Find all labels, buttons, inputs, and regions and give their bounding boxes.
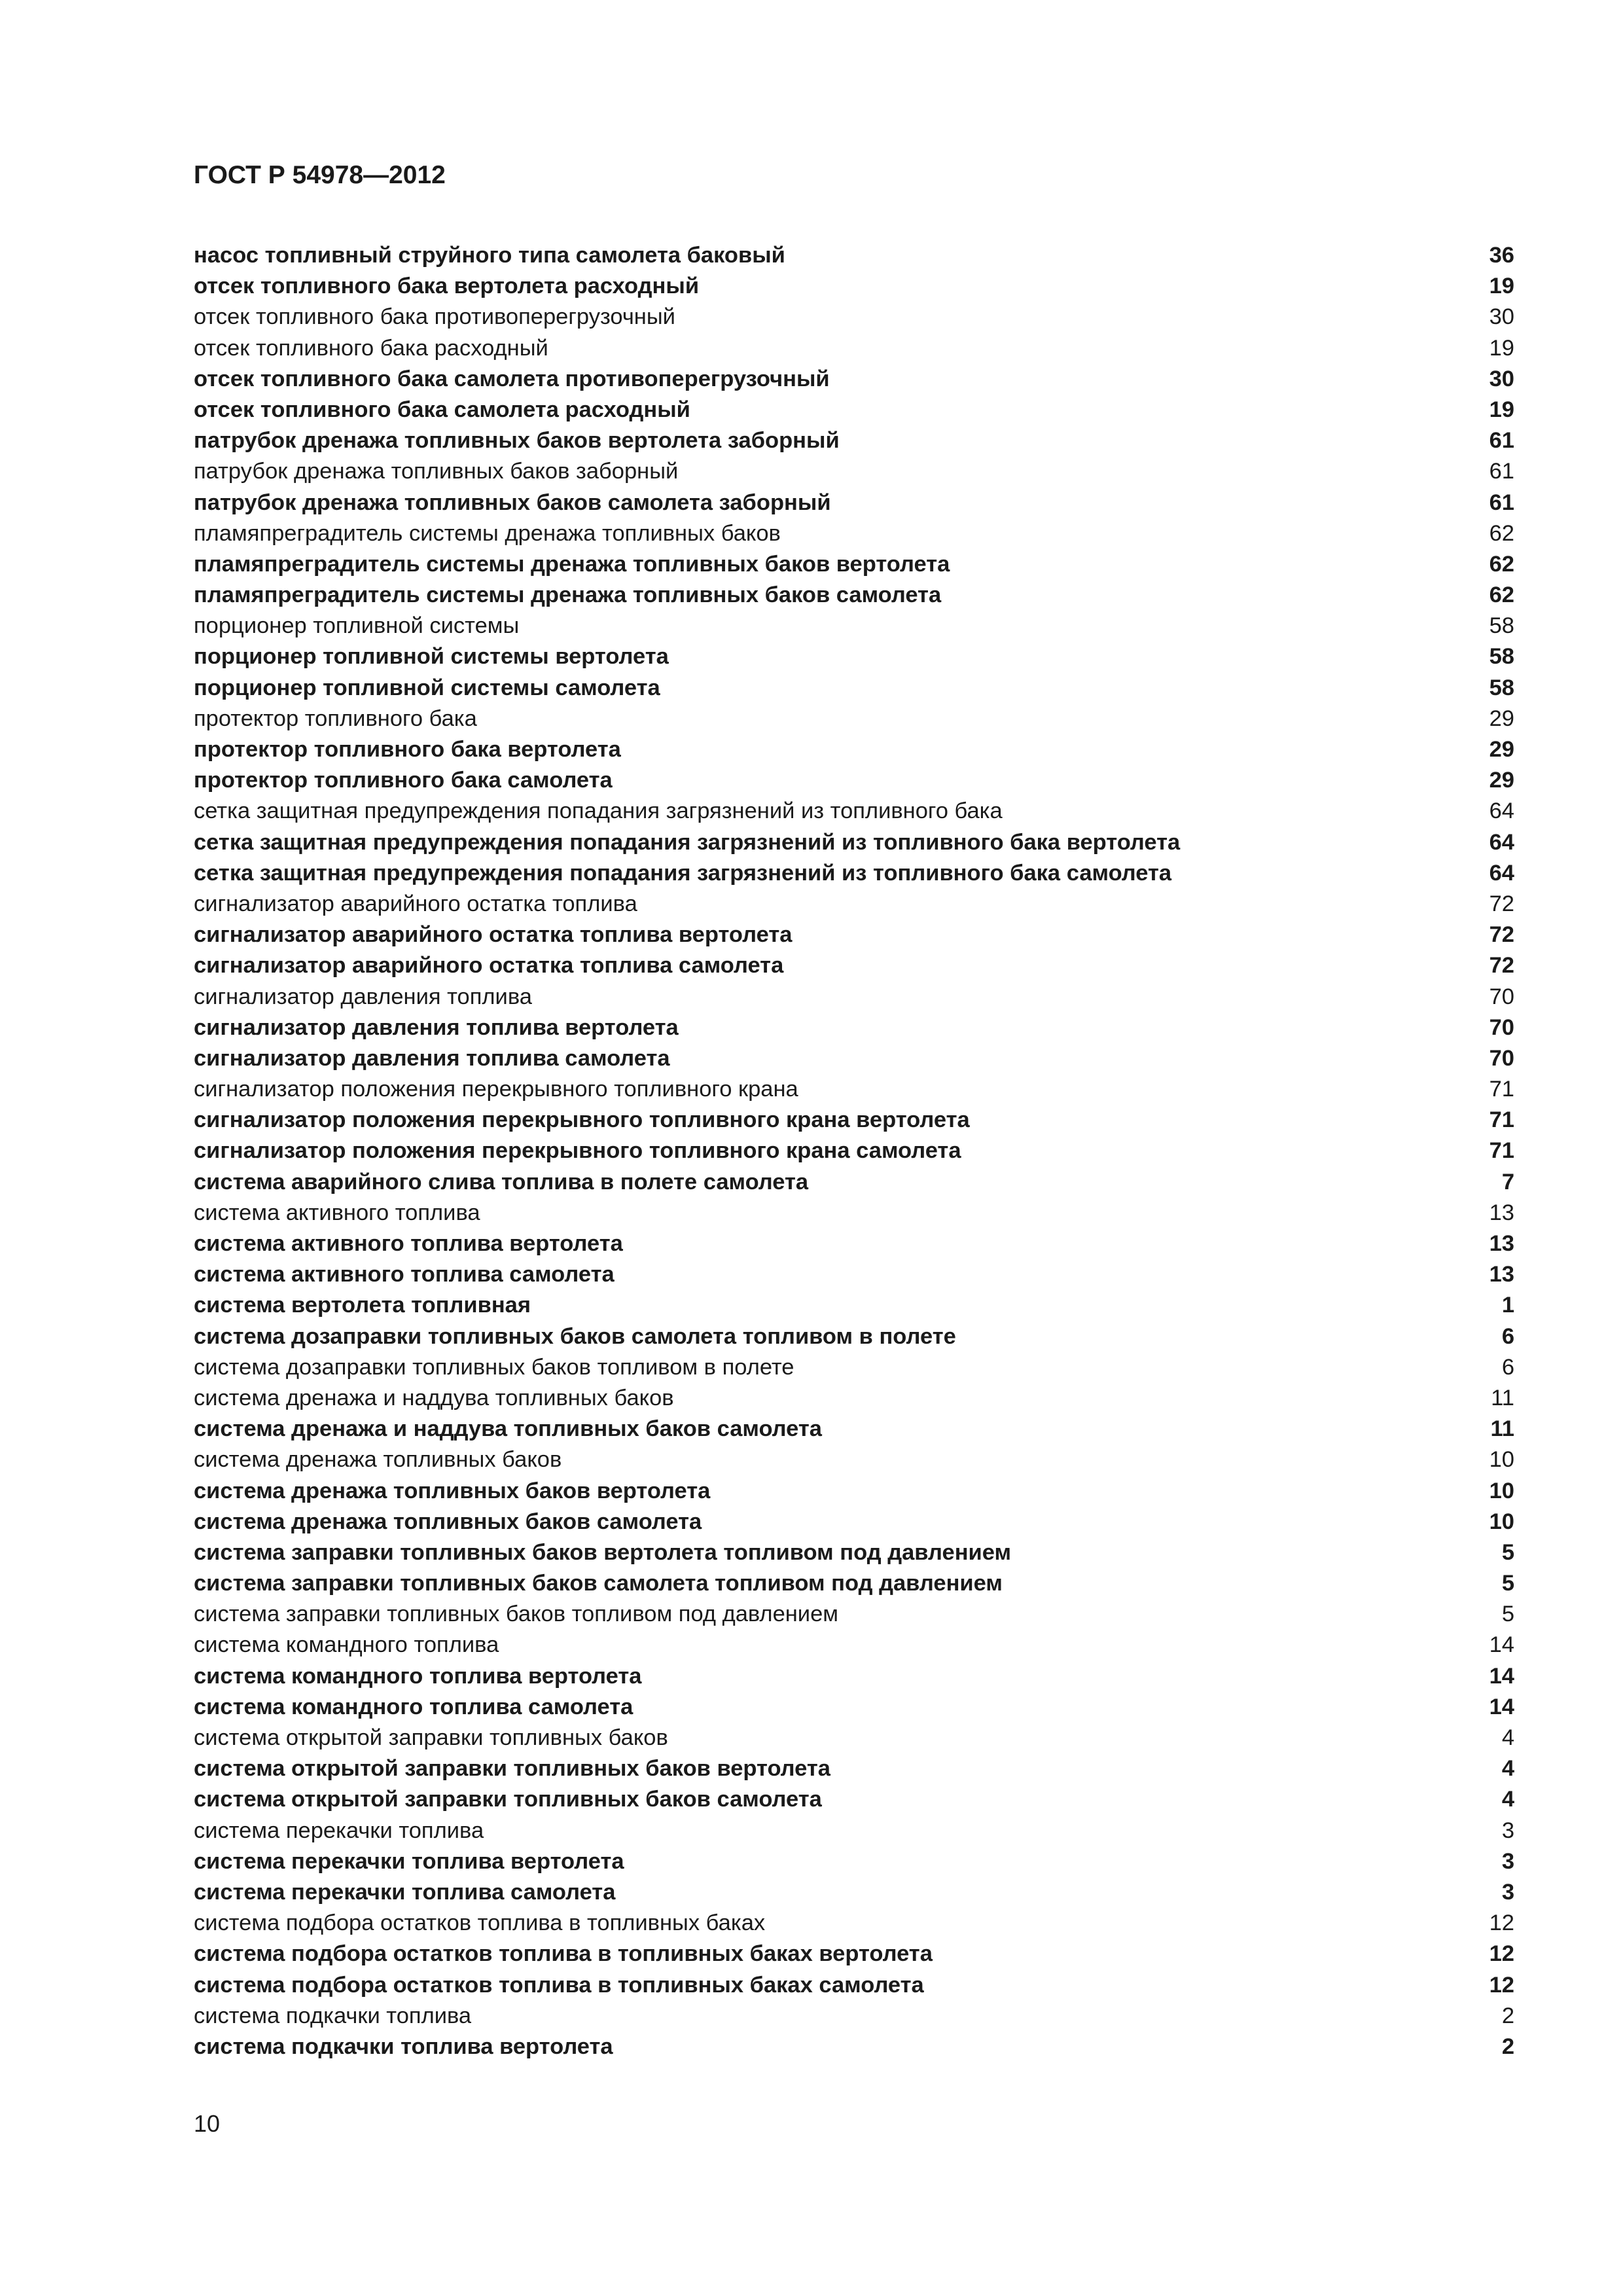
index-term: порционер топливной системы самолета — [194, 675, 660, 700]
index-page-ref: 1 — [1501, 1293, 1514, 1318]
index-page-ref: 2 — [1501, 2034, 1514, 2059]
index-term: система командного топлива — [194, 1632, 499, 1658]
index-entry — [194, 456, 1514, 487]
index-term: система перекачки топлива — [194, 1818, 484, 1843]
index-page-ref: 10 — [1489, 1447, 1514, 1473]
index-entry — [194, 1599, 1514, 1630]
index-entry — [194, 858, 1514, 889]
index-page-ref: 19 — [1489, 274, 1514, 299]
index-term: система вертолета топливная — [194, 1293, 531, 1318]
index-term: отсек топливного бака вертолета расходный — [194, 274, 700, 299]
index-entry — [194, 2001, 1514, 2032]
index-entry — [194, 704, 1514, 734]
index-page-ref: 7 — [1501, 1169, 1514, 1194]
index-entry — [194, 271, 1514, 302]
index-page-ref: 72 — [1489, 922, 1514, 948]
index-entry — [194, 1908, 1514, 1939]
index-page-ref: 61 — [1489, 459, 1514, 484]
index-term: система дренажа и наддува топливных баков — [194, 1385, 674, 1410]
index-page-ref: 6 — [1501, 1323, 1514, 1349]
index-term: система открытой заправки топливных баков вертолета — [194, 1756, 830, 1782]
index-page-ref: 6 — [1501, 1354, 1514, 1380]
index-page-ref: 29 — [1489, 737, 1514, 762]
index-entry — [194, 1939, 1514, 1969]
index-term: система командного топлива вертолета — [194, 1663, 642, 1689]
index-entry — [194, 364, 1514, 395]
index-entry — [194, 1476, 1514, 1507]
index-term: система подкачки топлива — [194, 2003, 472, 2028]
index-term: отсек топливного бака самолета противоперегрузочный — [194, 366, 830, 391]
index-term: система аварийного слива топлива в полете самолета — [194, 1169, 809, 1194]
index-page-ref: 13 — [1489, 1200, 1514, 1225]
index-page-ref: 11 — [1491, 1385, 1514, 1410]
index-page-ref: 30 — [1489, 366, 1514, 391]
index-page-ref: 62 — [1489, 551, 1514, 577]
index-page-ref: 5 — [1501, 1602, 1514, 1627]
index-term: система подбора остатков топлива в топливных баках вертолета — [194, 1941, 933, 1967]
index-page-ref: 5 — [1501, 1539, 1514, 1565]
index-entry — [194, 302, 1514, 332]
index-term: патрубок дренажа топливных баков вертолета заборный — [194, 428, 840, 454]
index-entry — [194, 982, 1514, 1013]
index-page-ref: 61 — [1489, 490, 1514, 515]
index-page-ref: 14 — [1489, 1632, 1514, 1658]
index-page-ref: 61 — [1489, 428, 1514, 454]
index-entry — [194, 889, 1514, 920]
index-entry — [194, 1970, 1514, 2001]
index-term: пламяпреградитель системы дренажа топливных баков самолета — [194, 583, 942, 608]
index-page-ref: 19 — [1489, 397, 1514, 422]
index-page-ref: 71 — [1489, 1138, 1514, 1164]
index-term: система дренажа топливных баков вертолета — [194, 1478, 711, 1503]
index-entry — [194, 1414, 1514, 1444]
index-page-ref: 4 — [1501, 1725, 1514, 1750]
index-entry — [194, 518, 1514, 549]
index-term: система открытой заправки топливных баков — [194, 1725, 668, 1750]
index-term: система активного топлива вертолета — [194, 1231, 623, 1256]
index-term: сетка защитная предупреждения попадания загрязнений из топливного бака — [194, 798, 1003, 824]
index-page-ref: 12 — [1489, 1972, 1514, 1998]
index-term: система заправки топливных баков топливом под давлением — [194, 1602, 838, 1627]
index-page-ref: 72 — [1489, 953, 1514, 978]
index-entry — [194, 240, 1514, 271]
index-term: система дренажа и наддува топливных баков самолета — [194, 1416, 822, 1442]
index-page-ref: 5 — [1501, 1571, 1514, 1596]
index-page-ref: 36 — [1489, 243, 1514, 268]
index-term: сигнализатор аварийного остатка топлива самолета — [194, 953, 784, 978]
index-entry — [194, 1753, 1514, 1784]
index-term: система заправки топливных баков самолета топливом под давлением — [194, 1571, 1003, 1596]
index-entry — [194, 1630, 1514, 1660]
index-term: система перекачки топлива вертолета — [194, 1848, 624, 1874]
index-page-ref: 3 — [1501, 1818, 1514, 1843]
index-page-ref: 3 — [1501, 1879, 1514, 1905]
index-entry — [194, 1198, 1514, 1229]
page-number: 10 — [194, 2110, 221, 2137]
index-page-ref: 12 — [1489, 1941, 1514, 1967]
index-entry — [194, 1692, 1514, 1723]
index-term: система дозаправки топливных баков самолета топливом в полете — [194, 1323, 956, 1349]
index-entry — [194, 488, 1514, 518]
document-header: ГОСТ Р 54978—2012 — [194, 161, 446, 189]
index-page-ref: 62 — [1489, 583, 1514, 608]
alphabetical-index — [194, 240, 1514, 2062]
index-page-ref: 58 — [1489, 613, 1514, 639]
index-term: отсек топливного бака противоперегрузочный — [194, 304, 675, 330]
index-page-ref: 62 — [1489, 520, 1514, 546]
index-entry — [194, 1383, 1514, 1414]
index-entry — [194, 1074, 1514, 1105]
index-entry — [194, 1846, 1514, 1877]
index-term: сигнализатор давления топлива вертолета — [194, 1014, 679, 1040]
index-page-ref: 4 — [1501, 1787, 1514, 1812]
index-term: пламяпреградитель системы дренажа топливных баков вертолета — [194, 551, 950, 577]
index-page-ref: 13 — [1489, 1262, 1514, 1287]
index-entry — [194, 333, 1514, 364]
index-term: отсек топливного бака самолета расходный — [194, 397, 690, 422]
index-entry — [194, 796, 1514, 827]
index-term: система заправки топливных баков вертолета топливом под давлением — [194, 1539, 1012, 1565]
index-entry — [194, 1229, 1514, 1259]
index-entry — [194, 1568, 1514, 1599]
index-term: система активного топлива самолета — [194, 1262, 615, 1287]
index-entry — [194, 395, 1514, 425]
index-term: сигнализатор аварийного остатка топлива вертолета — [194, 922, 793, 948]
index-term: система подкачки топлива вертолета — [194, 2034, 613, 2059]
index-entry — [194, 641, 1514, 672]
index-page-ref: 19 — [1489, 335, 1514, 361]
index-term: система открытой заправки топливных баков самолета — [194, 1787, 822, 1812]
index-term: система перекачки топлива самолета — [194, 1879, 616, 1905]
index-term: сигнализатор давления топлива — [194, 984, 532, 1009]
index-term: протектор топливного бака вертолета — [194, 737, 621, 762]
index-term: сигнализатор давления топлива самолета — [194, 1045, 670, 1071]
index-entry — [194, 611, 1514, 641]
index-page-ref: 30 — [1489, 304, 1514, 330]
index-term: патрубок дренажа топливных баков самолета заборный — [194, 490, 831, 515]
index-term: насос топливный струйного типа самолета баковый — [194, 243, 785, 268]
index-page-ref: 29 — [1489, 706, 1514, 731]
index-term: протектор топливного бака самолета — [194, 768, 613, 793]
index-term: сетка защитная предупреждения попадания загрязнений из топливного бака самолета — [194, 860, 1172, 886]
index-term: система дренажа топливных баков — [194, 1447, 562, 1473]
index-entry — [194, 673, 1514, 704]
index-term: пламяпреградитель системы дренажа топливных баков — [194, 520, 781, 546]
index-term: система дозаправки топливных баков топливом в полете — [194, 1354, 794, 1380]
index-term: сигнализатор аварийного остатка топлива — [194, 891, 637, 916]
index-page-ref: 70 — [1489, 984, 1514, 1009]
index-term: система подбора остатков топлива в топливных баках — [194, 1910, 766, 1936]
index-page-ref: 14 — [1489, 1694, 1514, 1719]
index-page-ref: 64 — [1489, 829, 1514, 855]
index-page-ref: 72 — [1489, 891, 1514, 916]
index-entry — [194, 425, 1514, 456]
index-entry — [194, 1816, 1514, 1846]
index-term: сигнализатор положения перекрывного топливного крана — [194, 1077, 798, 1102]
index-entry — [194, 1877, 1514, 1908]
index-page-ref: 29 — [1489, 768, 1514, 793]
index-term: порционер топливной системы вертолета — [194, 644, 669, 670]
index-page-ref: 58 — [1489, 675, 1514, 700]
index-entry — [194, 580, 1514, 611]
index-entry — [194, 1507, 1514, 1537]
index-entry — [194, 765, 1514, 796]
index-entry — [194, 827, 1514, 858]
index-entry — [194, 950, 1514, 981]
index-term: протектор топливного бака — [194, 706, 477, 731]
index-term: сигнализатор положения перекрывного топливного крана самолета — [194, 1138, 961, 1164]
index-entry — [194, 549, 1514, 580]
index-page-ref: 70 — [1489, 1014, 1514, 1040]
index-entry — [194, 920, 1514, 950]
index-entry — [194, 1784, 1514, 1815]
index-entry — [194, 2032, 1514, 2062]
index-term: система командного топлива самолета — [194, 1694, 633, 1719]
index-page-ref: 70 — [1489, 1045, 1514, 1071]
index-page-ref: 64 — [1489, 798, 1514, 824]
index-entry — [194, 1723, 1514, 1753]
index-entry — [194, 1290, 1514, 1321]
index-term: система активного топлива — [194, 1200, 480, 1225]
index-term: сигнализатор положения перекрывного топливного крана вертолета — [194, 1107, 970, 1133]
index-entry — [194, 1043, 1514, 1074]
index-entry — [194, 1661, 1514, 1692]
index-term: порционер топливной системы — [194, 613, 520, 639]
index-term: отсек топливного бака расходный — [194, 335, 548, 361]
index-entry — [194, 1444, 1514, 1475]
index-page-ref: 11 — [1490, 1416, 1514, 1442]
index-page-ref: 14 — [1489, 1663, 1514, 1689]
index-entry — [194, 1321, 1514, 1352]
index-entry — [194, 1013, 1514, 1043]
index-page-ref: 71 — [1489, 1077, 1514, 1102]
index-page-ref: 64 — [1489, 860, 1514, 886]
index-entry — [194, 1352, 1514, 1383]
index-page-ref: 71 — [1489, 1107, 1514, 1133]
index-page-ref: 13 — [1489, 1231, 1514, 1256]
index-page-ref: 10 — [1489, 1509, 1514, 1534]
index-entry — [194, 1105, 1514, 1136]
index-entry — [194, 1259, 1514, 1290]
index-entry — [194, 1537, 1514, 1568]
index-page-ref: 58 — [1489, 644, 1514, 670]
index-page-ref: 2 — [1501, 2003, 1514, 2028]
index-page-ref: 10 — [1489, 1478, 1514, 1503]
index-page-ref: 12 — [1489, 1910, 1514, 1936]
index-page-ref: 3 — [1501, 1848, 1514, 1874]
index-entry — [194, 1167, 1514, 1198]
index-entry — [194, 734, 1514, 765]
index-term: система подбора остатков топлива в топливных баках самолета — [194, 1972, 924, 1998]
index-term: сетка защитная предупреждения попадания загрязнений из топливного бака вертолета — [194, 829, 1181, 855]
index-term: система дренажа топливных баков самолета — [194, 1509, 702, 1534]
index-term: патрубок дренажа топливных баков заборный — [194, 459, 679, 484]
index-page-ref: 4 — [1501, 1756, 1514, 1782]
index-entry — [194, 1136, 1514, 1166]
